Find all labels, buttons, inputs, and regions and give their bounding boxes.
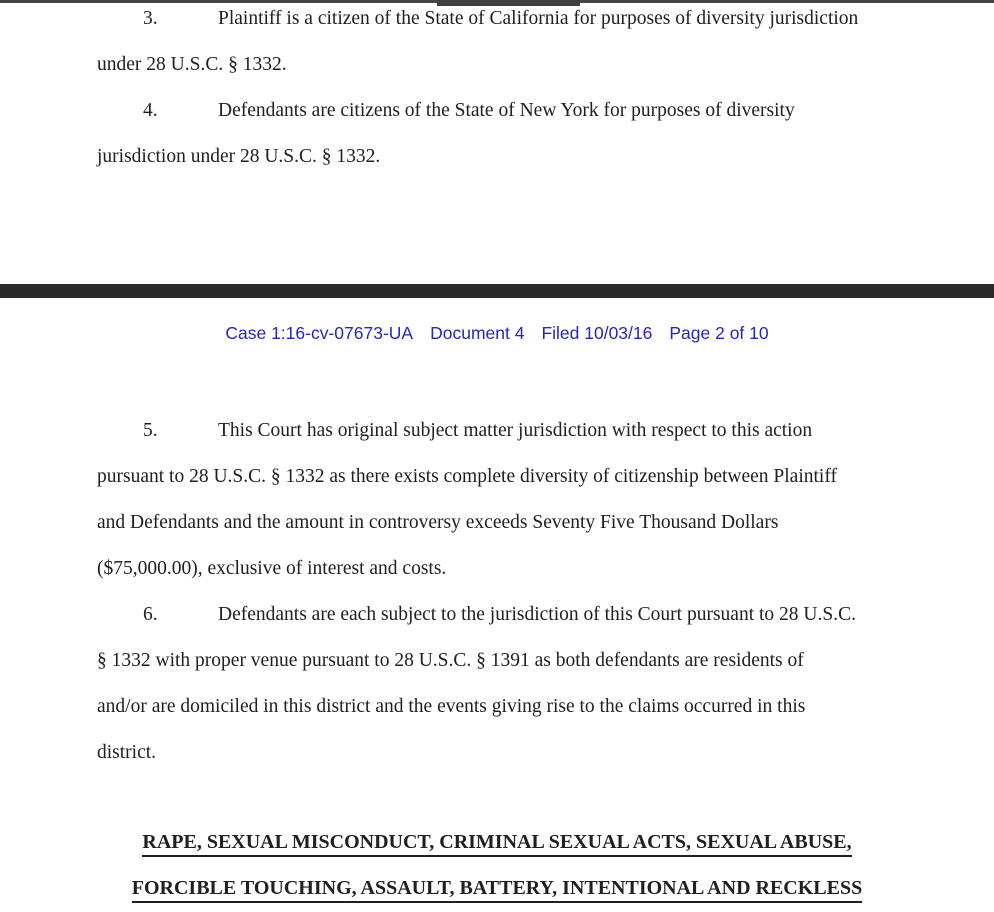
- paragraph-number: 3.: [143, 8, 158, 29]
- stamp-page-number: Page 2 of 10: [669, 323, 769, 343]
- paragraph-line: [97, 419, 907, 465]
- paragraph-3: [97, 7, 907, 99]
- paragraph-text: Defendants are citizens of the State of New York for purposes of diversity: [218, 100, 795, 121]
- paragraph-line: under 28 U.S.C. § 1332.: [97, 54, 287, 75]
- paragraph-6: [97, 603, 907, 787]
- paragraph-text: Plaintiff is a citizen of the State of California for purposes of diversity jurisdiction: [218, 8, 859, 29]
- paragraph-line: [97, 7, 907, 53]
- section-heading-line-1: [0, 830, 994, 857]
- heading-text: RAPE, SEXUAL MISCONDUCT, CRIMINAL SEXUAL ACTS, SEXUAL ABUSE,: [142, 830, 851, 857]
- stamp-filed-date: Filed 10/03/16: [541, 323, 653, 343]
- section-heading-line-2: [0, 876, 994, 903]
- page-separator-bar: [0, 284, 994, 298]
- paragraph-line: ($75,000.00), exclusive of interest and costs.: [97, 558, 447, 579]
- paragraph-4: [97, 99, 907, 191]
- heading-text: FORCIBLE TOUCHING, ASSAULT, BATTERY, INTENTIONAL AND RECKLESS: [132, 876, 862, 903]
- stamp-document-number: Document 4: [430, 323, 525, 343]
- paragraph-line: § 1332 with proper venue pursuant to 28 U.S.C. § 1391 as both defendants are residents of: [97, 650, 804, 671]
- top-edge-artifact-segment: [437, 0, 580, 6]
- paragraph-line: [97, 99, 907, 145]
- paragraph-text: This Court has original subject matter jurisdiction with respect to this action: [218, 420, 813, 441]
- pacer-stamp: [0, 322, 994, 344]
- paragraph-line: jurisdiction under 28 U.S.C. § 1332.: [97, 146, 381, 167]
- stamp-case-number: Case 1:16-cv-07673-UA: [225, 323, 414, 343]
- paragraph-line: [97, 603, 907, 649]
- paragraph-5: [97, 419, 907, 603]
- paragraph-number: 5.: [143, 420, 158, 441]
- paragraph-number: 4.: [143, 100, 158, 121]
- paragraph-number: 6.: [143, 604, 158, 625]
- paragraph-text: Defendants are each subject to the jurisdiction of this Court pursuant to 28 U.S.C.: [218, 604, 856, 625]
- paragraph-line: district.: [97, 742, 157, 763]
- paragraph-line: and Defendants and the amount in controversy exceeds Seventy Five Thousand Dollars: [97, 512, 779, 533]
- paragraph-line: and/or are domiciled in this district and the events giving rise to the claims occurred in this: [97, 696, 806, 717]
- paragraph-line: pursuant to 28 U.S.C. § 1332 as there exists complete diversity of citizenship between Plaintiff: [97, 466, 837, 487]
